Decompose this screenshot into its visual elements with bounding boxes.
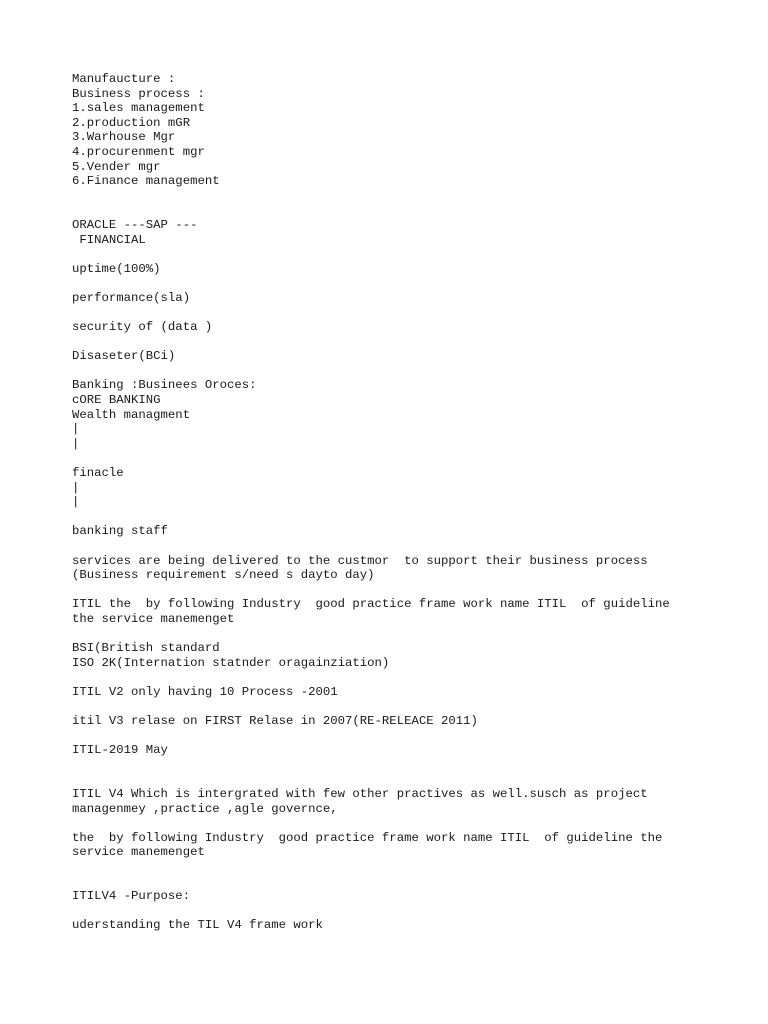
text-line: (Business requirement s/need s dayto day) — [72, 568, 375, 583]
text-line — [72, 773, 712, 788]
text-line — [72, 627, 712, 642]
text-line — [72, 729, 712, 744]
text-line: Banking :Businees Oroces: — [72, 378, 257, 393]
text-line — [72, 860, 712, 875]
text-line: 2.production mGR — [72, 115, 191, 130]
text-line: ITILV4 -Purpose: — [72, 889, 191, 904]
text-line: cORE BANKING — [72, 393, 161, 408]
text-line — [72, 189, 712, 204]
text-line: itil V3 relase on FIRST Relase in 2007(RE-RELEACE 2011) — [72, 714, 478, 729]
text-line — [72, 306, 712, 321]
text-line: services are being delivered to the custmor to support their business process — [72, 553, 648, 568]
text-line — [72, 276, 712, 291]
text-line — [72, 904, 712, 919]
text-line: 4.procurenment mgr — [72, 144, 205, 159]
text-line: Business process : — [72, 86, 205, 101]
text-line — [72, 758, 712, 773]
text-line: 6.Finance management — [72, 174, 220, 189]
text-line: ITIL the by following Industry good practice frame work name ITIL of guideline — [72, 597, 670, 612]
text-line: FINANCIAL — [72, 232, 146, 247]
document-body — [72, 72, 712, 933]
text-line: performance(sla) — [72, 290, 191, 305]
text-line: | — [72, 422, 80, 437]
text-line: ITIL V4 Which is intergrated with few other practives as well.susch as project — [72, 787, 648, 802]
text-line — [72, 364, 712, 379]
text-line — [72, 335, 712, 350]
text-line: 5.Vender mgr — [72, 159, 161, 174]
text-line — [72, 875, 712, 890]
text-line: Disaseter(BCi) — [72, 349, 176, 364]
text-line: the by following Industry good practice frame work name ITIL of guideline the — [72, 830, 663, 845]
text-line: BSI(British standard — [72, 641, 220, 656]
text-line: the service manemenget — [72, 611, 235, 626]
text-line: Wealth managment — [72, 407, 191, 422]
text-line: | — [72, 495, 80, 510]
text-line: ORACLE ---SAP --- — [72, 217, 198, 232]
text-line: finacle — [72, 466, 124, 481]
text-line — [72, 539, 712, 554]
text-line: banking staff — [72, 524, 168, 539]
text-line: security of (data ) — [72, 320, 213, 335]
text-line — [72, 451, 712, 466]
text-line — [72, 700, 712, 715]
text-line: ITIL V2 only having 10 Process -2001 — [72, 684, 338, 699]
text-line — [72, 203, 712, 218]
text-line: uptime(100%) — [72, 261, 161, 276]
text-line: | — [72, 436, 80, 451]
text-line — [72, 816, 712, 831]
text-line: | — [72, 480, 80, 495]
text-line: service manemenget — [72, 845, 205, 860]
text-line — [72, 583, 712, 598]
text-line — [72, 247, 712, 262]
text-line: managenmey ,practice ,agle governce, — [72, 801, 338, 816]
text-line — [72, 510, 712, 525]
text-line: ISO 2K(Internation statnder oragainziation) — [72, 655, 390, 670]
text-line: Manufaucture : — [72, 72, 176, 86]
text-line — [72, 670, 712, 685]
text-line: ITIL-2019 May — [72, 743, 168, 758]
text-line: 1.sales management — [72, 101, 205, 116]
text-line: 3.Warhouse Mgr — [72, 130, 176, 145]
text-line: uderstanding the TIL V4 frame work — [72, 918, 323, 933]
